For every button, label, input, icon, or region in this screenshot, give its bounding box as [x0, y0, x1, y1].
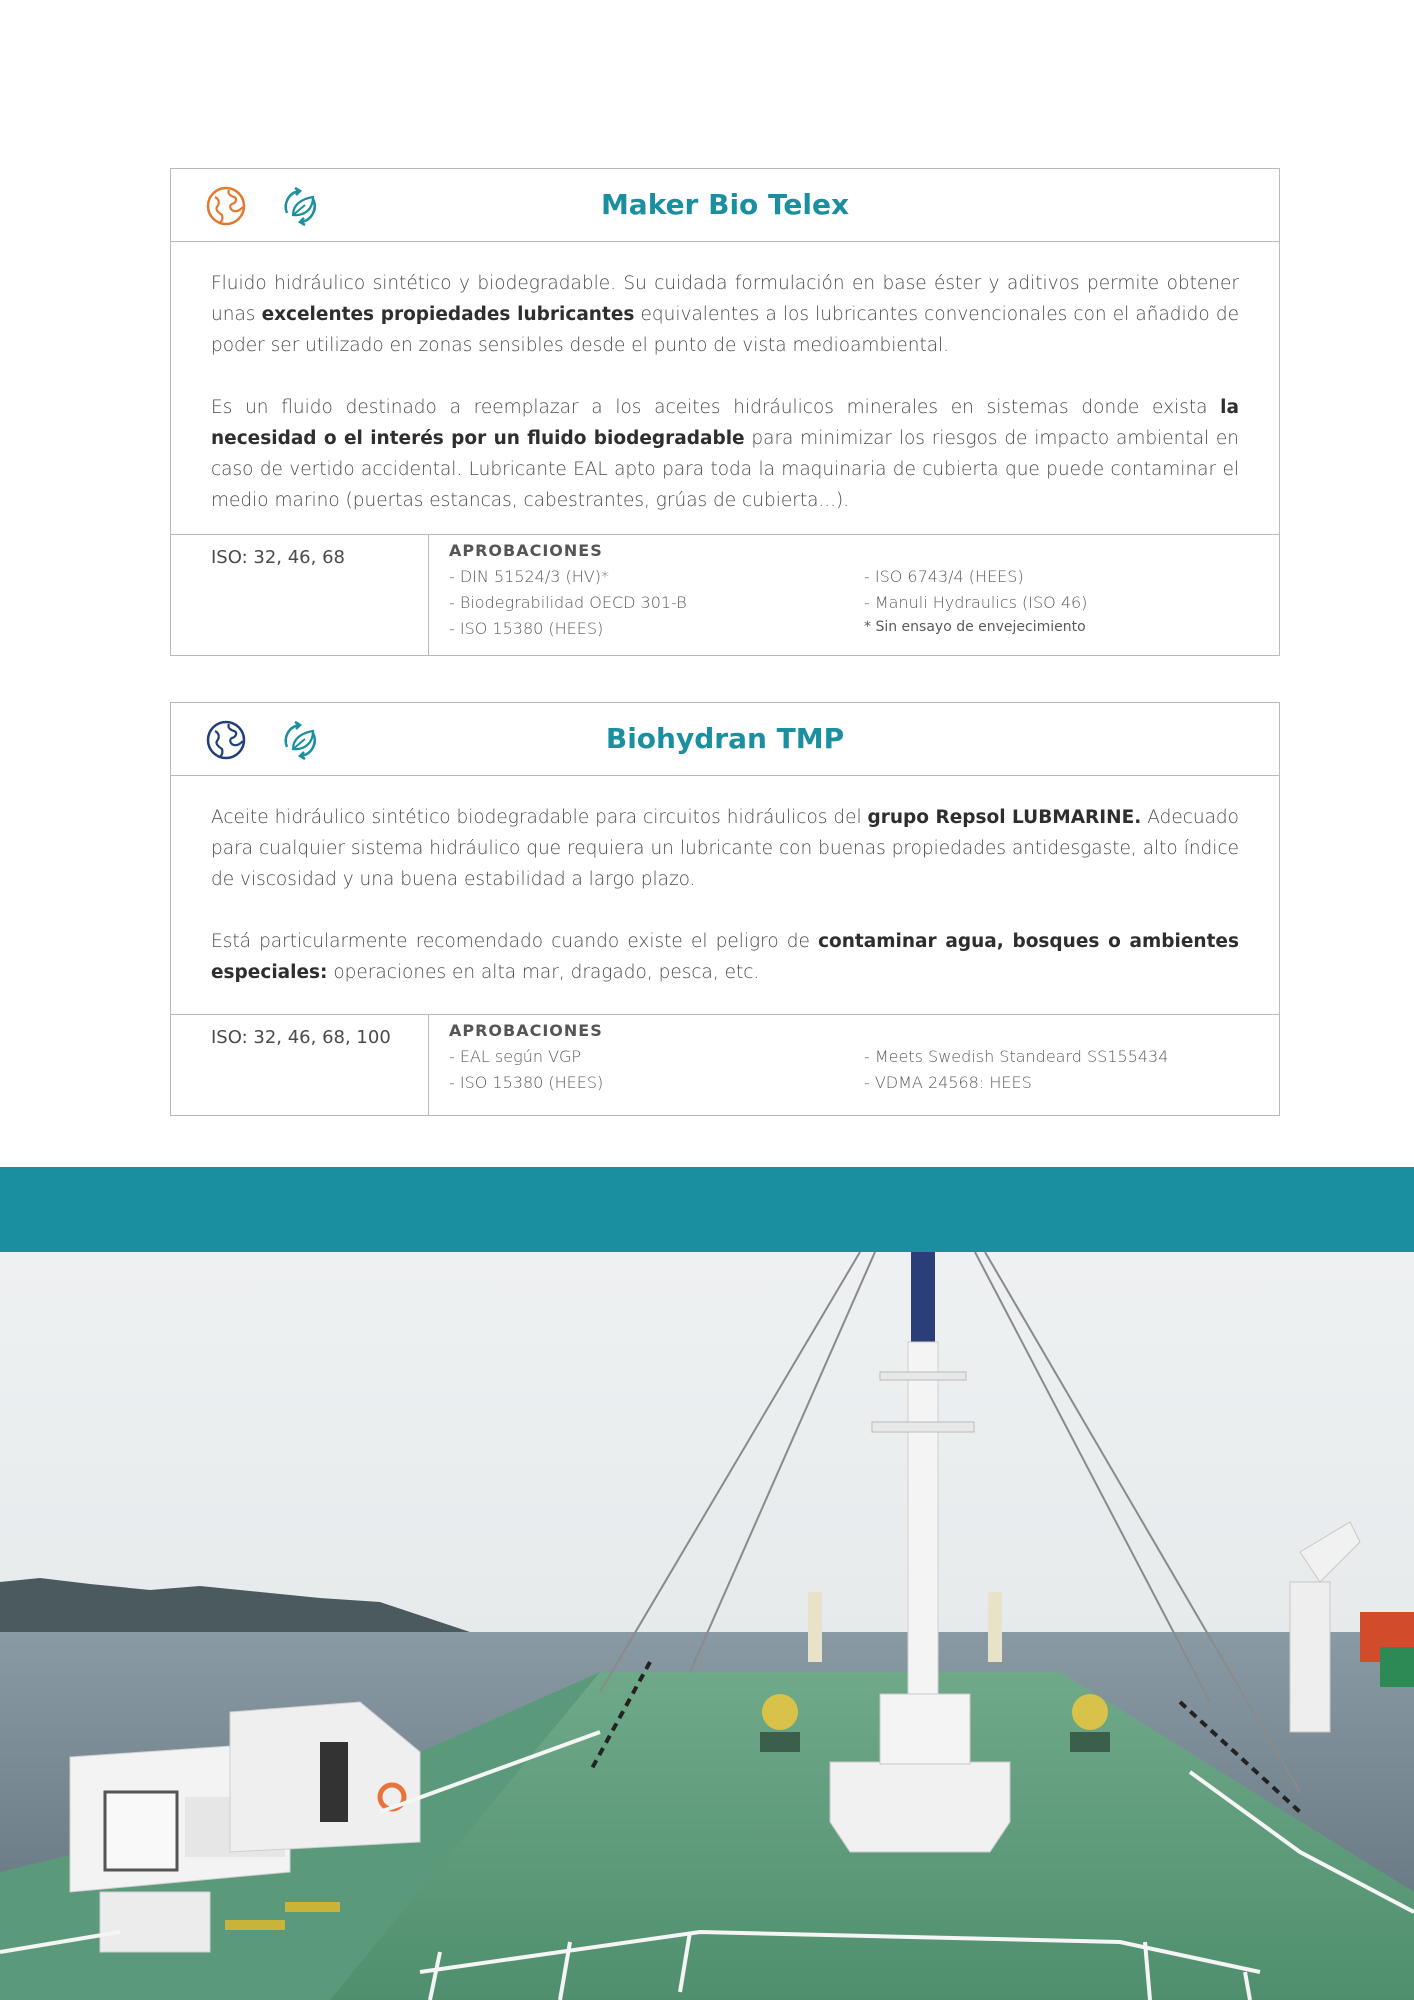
product-specs — [171, 534, 1279, 655]
approval-item: - Biodegrabilidad OECD 301-B — [449, 593, 687, 612]
approvals-left — [449, 564, 864, 642]
approval-item: - DIN 51524/3 (HV)* — [449, 567, 609, 586]
product-title: Biohydran TMP — [605, 722, 845, 755]
approval-item: - Meets Swedish Standeard SS155434 — [864, 1047, 1169, 1066]
iso-grades: ISO: 32, 46, 68 — [171, 535, 429, 655]
text-run: operaciones en alta mar, dragado, pesca, etc. — [327, 962, 760, 983]
bold-text-run: la necesidad o el interés por un fluido biodegradable — [211, 397, 1239, 449]
approval-note: * Sin ensayo de envejecimiento — [864, 619, 1086, 635]
approval-item: - Manuli Hydraulics (ISO 46) — [864, 593, 1088, 612]
bold-text-run: contaminar agua, bosques o ambientes especiales: — [211, 931, 1239, 983]
text-run: para minimizar los riesgos de impacto ambiental en caso de vertido accidental. Lubricante EAL apto para toda la maquinaria de cubierta que puede contaminar el medio marino (puertas estancas, cabestrantes, grúas de cubierta...). — [211, 428, 1239, 511]
approvals-heading: APROBACIONES — [449, 541, 603, 560]
card-header — [171, 703, 1279, 776]
product-card-maker-bio-telex — [170, 168, 1280, 656]
text-run: Está particularmente recomendado cuando existe el peligro de — [211, 931, 819, 952]
product-card-biohydran-tmp — [170, 702, 1280, 1116]
approval-item: - EAL según VGP — [449, 1047, 582, 1066]
product-description — [171, 242, 1279, 536]
approvals — [429, 1015, 1279, 1115]
product-title: Maker Bio Telex — [600, 188, 850, 221]
approvals-right — [864, 564, 1279, 642]
approvals-heading: APROBACIONES — [449, 1021, 603, 1040]
description-paragraph — [211, 926, 1239, 988]
approval-item: - ISO 15380 (HEES) — [449, 1073, 604, 1092]
description-paragraph — [211, 268, 1239, 361]
text-run: Aceite hidráulico sintético biodegradable para circuitos hidráulicos del — [211, 807, 868, 828]
iso-grades: ISO: 32, 46, 68, 100 — [171, 1015, 429, 1115]
text-run: Fluido hidráulico sintético y biodegradable. Su cuidada formulación en base éster y aditivos permite obtener unas — [211, 273, 1239, 325]
approvals — [429, 535, 1279, 655]
product-specs — [171, 1014, 1279, 1115]
text-run: Adecuado para cualquier sistema hidráulico que requiera un lubricante con buenas propiedades antidesgaste, alto índice de viscosidad y una buena estabilidad a largo plazo. — [211, 807, 1239, 890]
approvals-right — [864, 1044, 1279, 1096]
approval-item: - ISO 6743/4 (HEES) — [864, 567, 1024, 586]
bold-text-run: excelentes propiedades lubricantes — [261, 304, 635, 325]
description-paragraph — [211, 802, 1239, 895]
bold-text-run: grupo Repsol LUBMARINE. — [867, 807, 1142, 828]
approval-item: - VDMA 24568: HEES — [864, 1073, 1032, 1092]
approvals-left — [449, 1044, 864, 1096]
ship-deck-photo — [0, 1252, 1414, 2000]
approval-item: - ISO 15380 (HEES) — [449, 619, 604, 638]
text-run: Es un fluido destinado a reemplazar a los aceites hidráulicos minerales en sistemas donde exista — [211, 397, 1221, 418]
accent-band — [0, 1167, 1414, 1252]
description-paragraph — [211, 392, 1239, 516]
product-description — [171, 776, 1279, 1016]
text-run: equivalentes a los lubricantes convencionales con el añadido de poder ser utilizado en zonas sensibles desde el punto de vista medioambiental. — [211, 304, 1240, 356]
ship-deck-illustration — [0, 1252, 1414, 2000]
card-header — [171, 169, 1279, 242]
